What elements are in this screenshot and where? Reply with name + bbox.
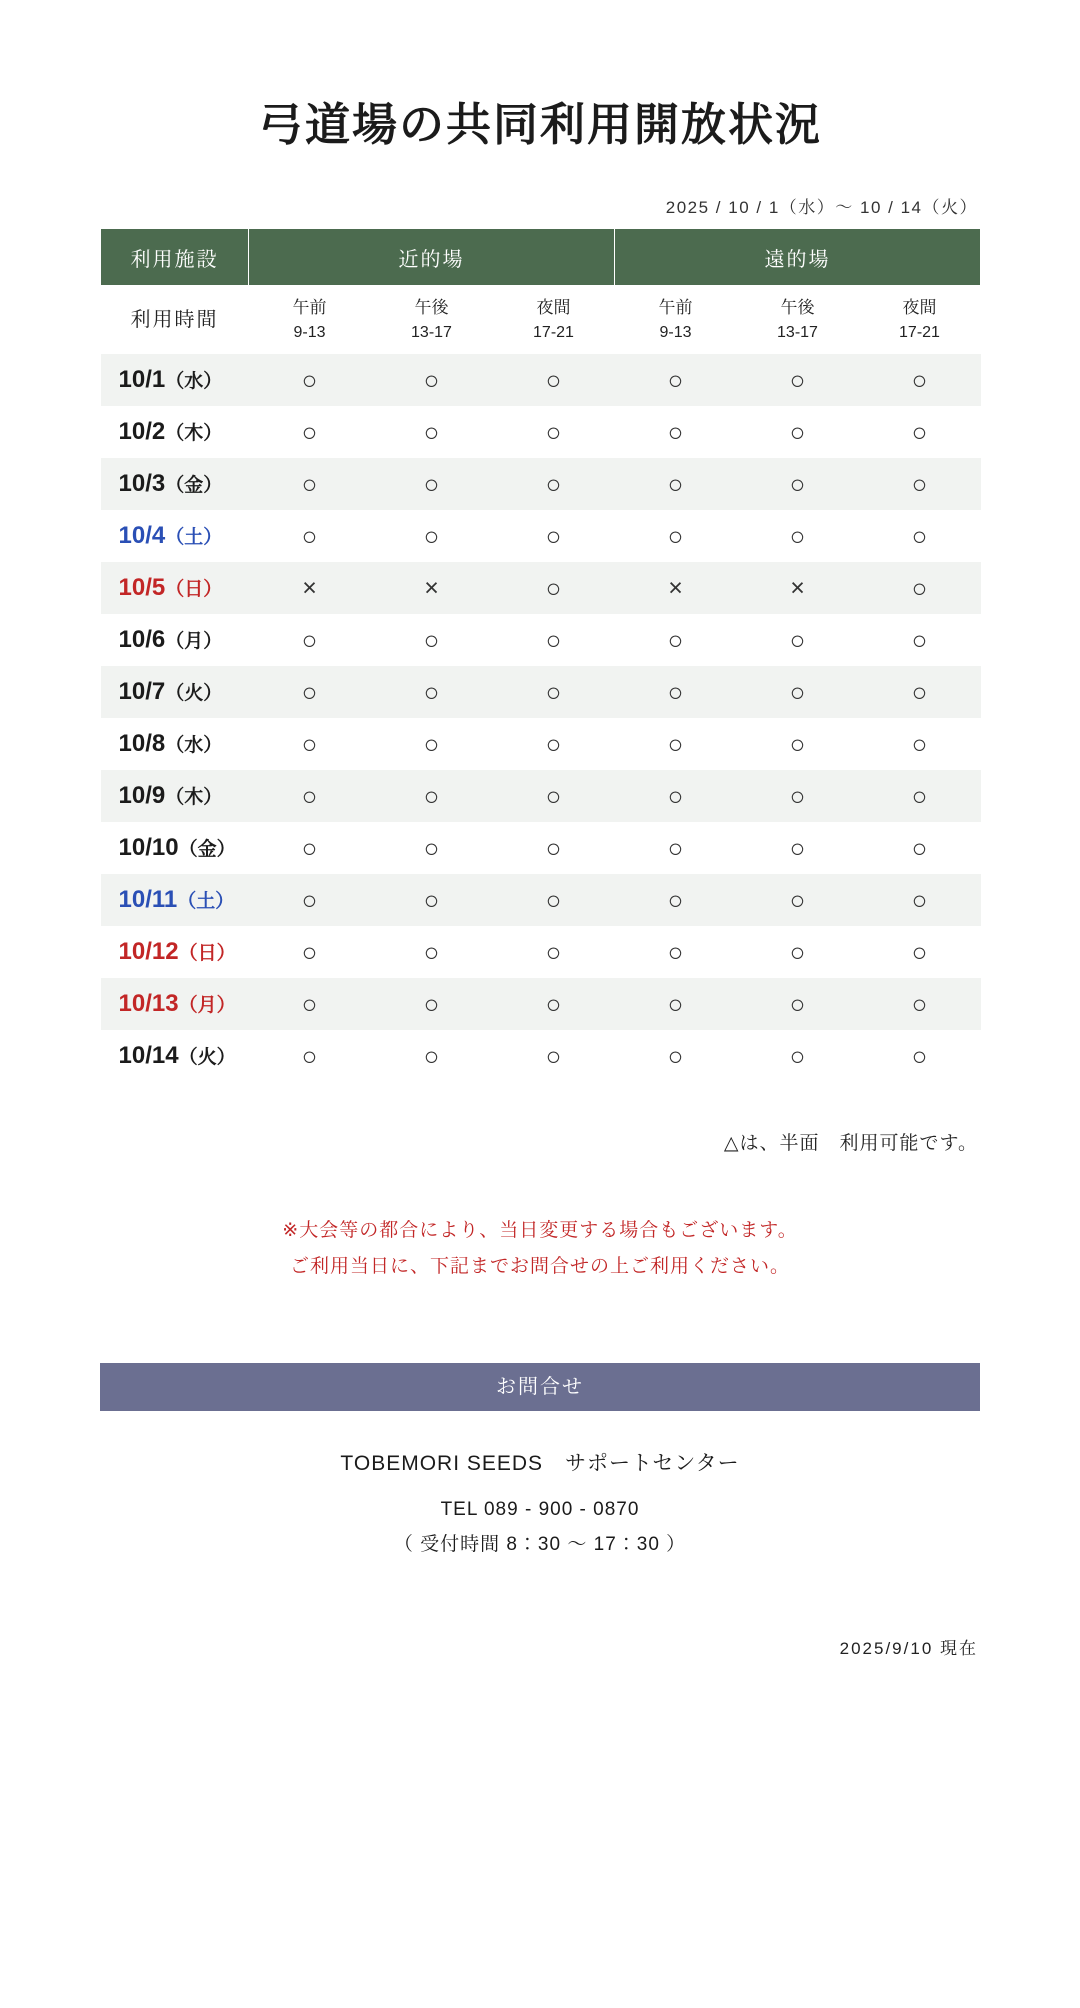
mark-available: ○ [545,936,562,967]
availability-cell [615,406,737,458]
availability-cell [859,926,981,978]
mark-available: ○ [667,728,684,759]
table-row [101,1030,981,1082]
mark-available: ○ [911,988,928,1019]
availability-cell [859,978,981,1030]
mark-available: ○ [301,416,318,447]
date-cell [101,354,249,406]
table-row [101,718,981,770]
availability-cell [615,666,737,718]
mark-available: ○ [789,936,806,967]
slot-range: 9-13 [293,323,326,341]
slot-name: 午前 [658,298,693,318]
period-label: 2025 / 10 / 1（水）〜 10 / 14（火） [665,198,978,217]
mark-available: ○ [545,988,562,1019]
availability-cell [859,458,981,510]
slot-range: 9-13 [659,323,692,341]
availability-cell [859,354,981,406]
mark-available: ○ [911,520,928,551]
table-row [101,458,981,510]
table-row [101,614,981,666]
slot-range: 13-17 [777,323,818,341]
date-cell [101,406,249,458]
date-number: 10/4 [118,522,166,549]
facility-header-label: 利用施設 [101,229,249,286]
table-header [101,229,981,355]
mark-available: ○ [545,780,562,811]
mark-available: ○ [423,416,440,447]
availability-cell [615,926,737,978]
weekday-label: （月） [178,995,236,1016]
mark-available: ○ [911,780,928,811]
mark-unavailable: × [668,573,683,602]
half-use-note: △は、半面 利用可能です。 [723,1133,978,1154]
table-row [101,562,981,614]
slot-range: 17-21 [899,323,940,341]
availability-cell [859,406,981,458]
slot-header-5 [737,286,859,355]
mark-unavailable: × [302,573,317,602]
weekday-label: （金） [178,839,236,860]
mark-available: ○ [667,832,684,863]
availability-cell [615,510,737,562]
date-number: 10/2 [118,418,166,445]
mark-available: ○ [545,520,562,551]
mark-available: ○ [301,520,318,551]
availability-cell [737,458,859,510]
mark-available: ○ [789,728,806,759]
availability-cell [249,770,371,822]
mark-available: ○ [789,780,806,811]
availability-cell [615,978,737,1030]
mark-available: ○ [789,832,806,863]
availability-cell [737,926,859,978]
availability-cell [737,978,859,1030]
mark-available: ○ [911,884,928,915]
contact-hours: （ 受付時間 8：30 〜 17：30 ） [393,1534,687,1556]
availability-cell [859,510,981,562]
date-number: 10/6 [118,626,166,653]
mark-available: ○ [789,416,806,447]
table-row [101,666,981,718]
availability-cell [615,770,737,822]
weekday-label: （日） [165,579,223,600]
mark-available: ○ [301,728,318,759]
mark-available: ○ [301,884,318,915]
table-row [101,354,981,406]
mark-available: ○ [423,988,440,1019]
mark-available: ○ [789,676,806,707]
date-cell [101,1030,249,1082]
date-cell [101,510,249,562]
mark-available: ○ [301,468,318,499]
date-number: 10/10 [118,834,179,861]
availability-cell [249,874,371,926]
page-title: 弓道場の共同利用開放状況 [257,99,822,150]
mark-available: ○ [789,884,806,915]
mark-available: ○ [667,884,684,915]
availability-cell [493,1030,615,1082]
mark-available: ○ [545,728,562,759]
mark-available: ○ [911,468,928,499]
mark-available: ○ [423,520,440,551]
mark-available: ○ [423,468,440,499]
mark-available: ○ [667,936,684,967]
availability-cell [615,354,737,406]
updated-date: 2025/9/10 現在 [839,1639,978,1659]
availability-cell [737,510,859,562]
mark-available: ○ [423,780,440,811]
mark-available: ○ [423,832,440,863]
mark-available: ○ [667,780,684,811]
availability-cell [859,770,981,822]
mark-available: ○ [667,468,684,499]
table-row [101,406,981,458]
availability-cell [615,874,737,926]
slot-name: 夜間 [902,298,937,318]
availability-cell [249,718,371,770]
weekday-label: （木） [165,787,223,808]
schedule-page [0,88,1080,2008]
mark-available: ○ [545,832,562,863]
availability-cell [737,406,859,458]
availability-cell [493,926,615,978]
mark-available: ○ [301,988,318,1019]
availability-cell [615,458,737,510]
weekday-label: （土） [165,527,223,548]
mark-available: ○ [789,520,806,551]
availability-cell [249,1030,371,1082]
availability-cell [737,770,859,822]
warning-note [100,1213,980,1285]
availability-table [100,228,981,1082]
date-cell [101,562,249,614]
availability-cell [249,510,371,562]
mark-available: ○ [667,520,684,551]
availability-cell [371,978,493,1030]
mark-available: ○ [423,728,440,759]
availability-cell [859,666,981,718]
date-number: 10/9 [118,782,166,809]
table-row [101,510,981,562]
slot-header-4 [615,286,737,355]
availability-cell [493,874,615,926]
weekday-label: （土） [177,891,235,912]
availability-cell [493,770,615,822]
availability-cell [859,874,981,926]
availability-cell [371,406,493,458]
availability-cell [737,354,859,406]
mark-available: ○ [301,936,318,967]
slot-name: 午前 [292,298,327,318]
availability-cell [249,978,371,1030]
mark-available: ○ [545,468,562,499]
availability-cell [249,666,371,718]
date-number: 10/11 [118,886,178,913]
availability-cell [493,666,615,718]
availability-cell [249,614,371,666]
time-header-label: 利用時間 [101,286,249,355]
mark-available: ○ [789,364,806,395]
date-cell [101,926,249,978]
date-cell [101,978,249,1030]
mark-available: ○ [667,624,684,655]
warning-line-1: ※大会等の都合により、当日変更する場合もございます。 [282,1220,798,1241]
date-cell [101,718,249,770]
mark-available: ○ [423,676,440,707]
mark-available: ○ [301,364,318,395]
mark-available: ○ [301,676,318,707]
availability-cell [737,1030,859,1082]
weekday-label: （水） [165,371,223,392]
date-cell [101,614,249,666]
availability-cell [493,458,615,510]
availability-cell [371,666,493,718]
date-number: 10/3 [118,470,166,497]
mark-available: ○ [911,936,928,967]
mark-available: ○ [423,624,440,655]
weekday-label: （水） [165,735,223,756]
availability-cell [615,822,737,874]
warning-line-2: ご利用当日に、下記までお問合せの上ご利用ください。 [289,1256,790,1278]
availability-cell [859,718,981,770]
availability-cell [493,614,615,666]
weekday-label: （日） [178,943,236,964]
availability-cell [371,874,493,926]
availability-cell [859,1030,981,1082]
mark-available: ○ [667,988,684,1019]
availability-cell [493,354,615,406]
availability-cell [737,666,859,718]
mark-available: ○ [911,1040,928,1071]
contact-details [100,1445,980,1562]
date-number: 10/1 [118,366,166,393]
mark-available: ○ [545,624,562,655]
weekday-label: （月） [165,631,223,652]
table-row [101,926,981,978]
date-number: 10/12 [118,938,179,965]
date-number: 10/13 [118,990,179,1017]
facility-header-row [101,229,981,286]
availability-cell [249,458,371,510]
date-number: 10/14 [118,1042,179,1069]
mark-available: ○ [789,624,806,655]
availability-cell [371,614,493,666]
slot-header-2 [371,286,493,355]
availability-cell [371,1030,493,1082]
availability-cell [737,718,859,770]
availability-cell [371,718,493,770]
mark-available: ○ [301,780,318,811]
weekday-label: （金） [165,475,223,496]
slot-range: 17-21 [533,323,574,341]
mark-available: ○ [911,728,928,759]
availability-cell [371,562,493,614]
weekday-label: （火） [178,1047,236,1068]
slot-header-3 [493,286,615,355]
mark-available: ○ [545,1040,562,1071]
mark-available: ○ [911,676,928,707]
availability-cell [737,562,859,614]
contact-section-bar: お問合せ [100,1363,980,1411]
availability-cell [737,822,859,874]
weekday-label: （木） [165,423,223,444]
mark-available: ○ [911,572,928,603]
table-row [101,874,981,926]
slot-name: 午後 [414,298,449,318]
mark-available: ○ [667,676,684,707]
availability-cell [737,874,859,926]
availability-cell [249,562,371,614]
date-number: 10/5 [118,574,166,601]
mark-available: ○ [301,624,318,655]
time-header-row [101,286,981,355]
mark-available: ○ [911,416,928,447]
table-row [101,770,981,822]
mark-available: ○ [423,1040,440,1071]
contact-organization: TOBEMORI SEEDS サポートセンター [340,1452,740,1476]
availability-cell [371,510,493,562]
weekday-label: （火） [165,683,223,704]
date-number: 10/8 [118,730,166,757]
mark-available: ○ [423,936,440,967]
availability-cell [249,406,371,458]
mark-available: ○ [911,624,928,655]
availability-cell [249,354,371,406]
date-number: 10/7 [118,678,166,705]
availability-cell [371,458,493,510]
availability-cell [371,926,493,978]
mark-available: ○ [545,364,562,395]
availability-cell [859,822,981,874]
mark-available: ○ [789,468,806,499]
mark-available: ○ [301,832,318,863]
table-row [101,822,981,874]
date-cell [101,874,249,926]
contact-telephone: TEL 089 - 900 - 0870 [440,1499,640,1521]
mark-available: ○ [911,832,928,863]
mark-available: ○ [667,416,684,447]
availability-cell [493,562,615,614]
mark-available: ○ [667,1040,684,1071]
availability-cell [371,354,493,406]
date-cell [101,458,249,510]
slot-header-1 [249,286,371,355]
table-row [101,978,981,1030]
mark-available: ○ [789,988,806,1019]
mark-available: ○ [789,1040,806,1071]
slot-range: 13-17 [411,323,452,341]
availability-cell [493,718,615,770]
mark-unavailable: × [424,573,439,602]
availability-cell [493,510,615,562]
mark-available: ○ [423,364,440,395]
availability-cell [493,822,615,874]
mark-available: ○ [545,416,562,447]
availability-cell [859,614,981,666]
mark-available: ○ [545,884,562,915]
availability-cell [371,770,493,822]
mark-available: ○ [667,364,684,395]
availability-cell [615,718,737,770]
mark-available: ○ [545,676,562,707]
availability-cell [249,822,371,874]
facility-name-kinteki: 近的場 [249,229,615,286]
availability-cell [859,562,981,614]
availability-cell [493,978,615,1030]
slot-header-6 [859,286,981,355]
availability-cell [249,926,371,978]
mark-available: ○ [301,1040,318,1071]
availability-cell [615,562,737,614]
mark-available: ○ [911,364,928,395]
availability-cell [615,614,737,666]
availability-cell [371,822,493,874]
availability-cell [737,614,859,666]
table-body [101,354,981,1082]
slot-name: 午後 [780,298,815,318]
facility-name-enteki: 遠的場 [615,229,981,286]
date-cell [101,666,249,718]
date-cell [101,770,249,822]
availability-cell [615,1030,737,1082]
slot-name: 夜間 [536,298,571,318]
mark-available: ○ [423,884,440,915]
mark-available: ○ [545,572,562,603]
date-cell [101,822,249,874]
availability-cell [493,406,615,458]
mark-unavailable: × [790,573,805,602]
